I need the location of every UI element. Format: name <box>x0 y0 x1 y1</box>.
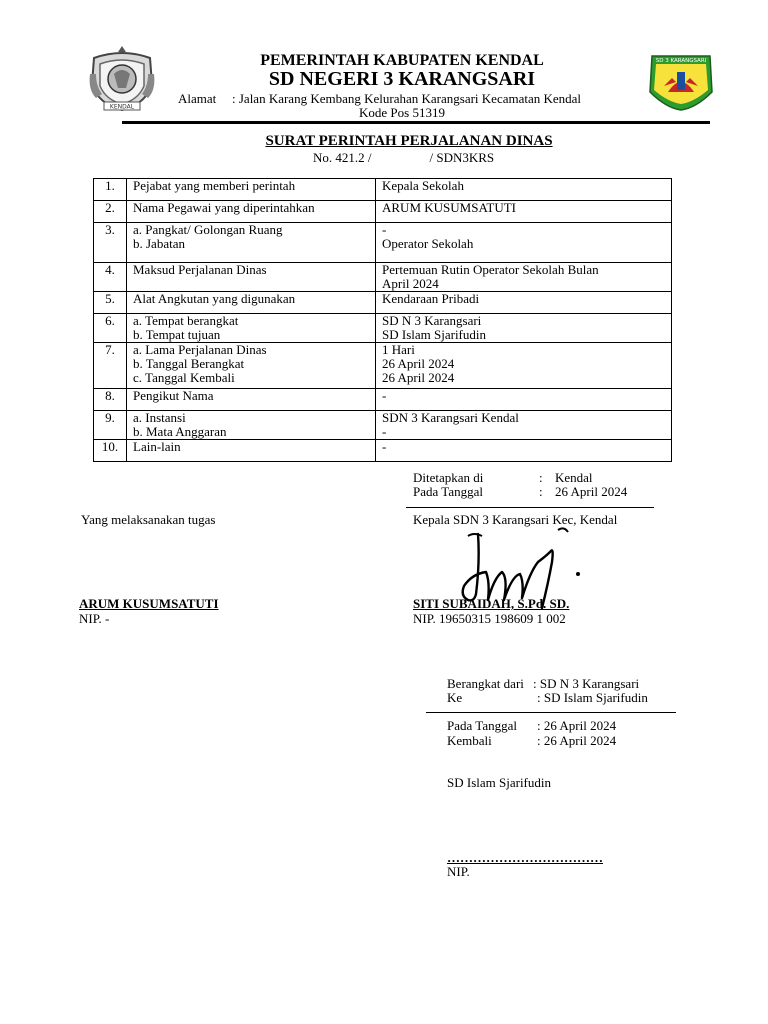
issued-divider <box>406 507 654 508</box>
destination-row <box>447 690 648 705</box>
row-label: a. Instansi <box>133 410 186 425</box>
executor-heading: Yang melaksanakan tugas <box>81 512 216 527</box>
row-label-cell <box>127 201 376 223</box>
row-label: a. Pangkat/ Golongan Ruang <box>133 222 283 237</box>
issued-date-label: Pada Tanggal <box>413 484 483 499</box>
depart-row <box>447 676 639 691</box>
letterhead-divider <box>122 121 710 124</box>
row-value-cell <box>376 263 672 292</box>
destination-school: SD Islam Sjarifudin <box>447 775 551 790</box>
row-label-cell <box>127 411 376 440</box>
row-label-cell <box>127 440 376 462</box>
row-label: b. Tanggal Berangkat <box>133 356 245 371</box>
row-value: Kepala Sekolah <box>382 178 464 193</box>
issued-place-colon: : <box>539 470 543 485</box>
row-value: - <box>382 222 387 237</box>
table-row <box>94 343 672 389</box>
destination-label: Ke <box>447 690 463 705</box>
row-value: - <box>382 424 387 439</box>
head-name: SITI SUBAIDAH, S.Pd. SD. <box>413 596 570 611</box>
number-prefix: No. 421.2 / <box>313 150 372 165</box>
row-label: Alat Angkutan yang digunakan <box>133 291 296 306</box>
return-value: : 26 April 2024 <box>537 733 617 748</box>
row-value: SD Islam Sjarifudin <box>382 327 486 342</box>
issued-place <box>413 470 593 485</box>
row-number: 9. <box>94 411 127 440</box>
row-label: b. Mata Anggaran <box>133 424 227 439</box>
row-value: Operator Sekolah <box>382 236 474 251</box>
svg-text:SD 3 KARANGSARI: SD 3 KARANGSARI <box>655 58 707 64</box>
signature-line: ……………………………… <box>447 850 603 865</box>
table-row <box>94 179 672 201</box>
row-value: 26 April 2024 <box>382 370 455 385</box>
destination-nip: NIP. <box>447 864 470 879</box>
row-value-cell <box>376 201 672 223</box>
row-number: 5. <box>94 292 127 314</box>
table-row <box>94 201 672 223</box>
table-row <box>94 411 672 440</box>
executor-nip: NIP. - <box>79 611 110 626</box>
school-name: SD NEGERI 3 KARANGSARI <box>268 68 536 90</box>
row-number: 1. <box>94 179 127 201</box>
document-title: SURAT PERINTAH PERJALANAN DINAS <box>265 133 553 149</box>
row-number: 3. <box>94 223 127 263</box>
row-value: SD N 3 Karangsari <box>382 313 482 328</box>
return-label: Kembali <box>447 733 492 748</box>
row-value: Kendaraan Pribadi <box>382 291 480 306</box>
row-label-cell <box>127 179 376 201</box>
number-suffix: / SDN3KRS <box>429 150 495 165</box>
row-value-cell <box>376 440 672 462</box>
table-row <box>94 389 672 411</box>
issued-date-value: 26 April 2024 <box>555 484 628 499</box>
row-number: 2. <box>94 201 127 223</box>
postal-code: Kode Pos 51319 <box>359 105 445 120</box>
row-number: 6. <box>94 314 127 343</box>
row-number: 4. <box>94 263 127 292</box>
depart-label: Berangkat dari <box>447 676 524 691</box>
address-label: Alamat <box>178 91 217 106</box>
row-label: b. Jabatan <box>133 236 185 251</box>
row-value-cell <box>376 343 672 389</box>
row-value-cell <box>376 411 672 440</box>
table-row <box>94 440 672 462</box>
travel-date-value: : 26 April 2024 <box>537 718 617 733</box>
head-nip: NIP. 19650315 198609 1 002 <box>413 611 566 626</box>
row-label-cell <box>127 389 376 411</box>
row-number: 10. <box>94 440 127 462</box>
row-label-cell <box>127 343 376 389</box>
row-value-cell <box>376 223 672 263</box>
row-label-cell <box>127 314 376 343</box>
row-label: Pejabat yang memberi perintah <box>133 178 296 193</box>
travel-order-table <box>93 178 672 462</box>
row-label-cell <box>127 223 376 263</box>
travel-divider <box>426 712 676 713</box>
svg-text:KENDAL: KENDAL <box>109 103 135 111</box>
table-row <box>94 314 672 343</box>
row-value: - <box>382 388 387 403</box>
row-label: Nama Pegawai yang diperintahkan <box>133 200 315 215</box>
issued-date <box>413 484 627 499</box>
school-logo <box>646 52 716 112</box>
row-label: Maksud Perjalanan Dinas <box>133 262 267 277</box>
row-number: 8. <box>94 389 127 411</box>
row-label: Lain-lain <box>133 439 181 454</box>
destination-value: : SD Islam Sjarifudin <box>537 690 648 705</box>
table-row <box>94 292 672 314</box>
row-value-cell <box>376 314 672 343</box>
head-heading: Kepala SDN 3 Karangsari Kec, Kendal <box>413 512 618 527</box>
document-number <box>313 150 494 166</box>
row-label: a. Tempat berangkat <box>133 313 239 328</box>
row-value-cell <box>376 389 672 411</box>
issued-place-label: Ditetapkan di <box>413 470 484 485</box>
row-number: 7. <box>94 343 127 389</box>
row-value: April 2024 <box>382 276 439 291</box>
row-value: Pertemuan Rutin Operator Sekolah Bulan <box>382 262 599 277</box>
row-label: a. Lama Perjalanan Dinas <box>133 342 267 357</box>
row-value: SDN 3 Karangsari Kendal <box>382 410 519 425</box>
row-value-cell <box>376 292 672 314</box>
row-value-cell <box>376 179 672 201</box>
return-row <box>447 733 616 748</box>
travel-date-row <box>447 718 616 733</box>
row-value: ARUM KUSUMSATUTI <box>382 200 516 215</box>
issued-place-value: Kendal <box>555 470 593 485</box>
row-value: 1 Hari <box>382 342 415 357</box>
address-text: : Jalan Karang Kembang Kelurahan Karangsari Kecamatan Kendal <box>232 91 582 106</box>
depart-value: : SD N 3 Karangsari <box>533 676 640 691</box>
row-label-cell <box>127 292 376 314</box>
row-value: 26 April 2024 <box>382 356 455 371</box>
executor-name: ARUM KUSUMSATUTI <box>79 596 219 611</box>
table-row <box>94 223 672 263</box>
row-label: b. Tempat tujuan <box>133 327 221 342</box>
travel-date-label: Pada Tanggal <box>447 718 517 733</box>
table-row <box>94 263 672 292</box>
row-label: Pengikut Nama <box>133 388 214 403</box>
row-value: - <box>382 439 387 454</box>
row-label: c. Tanggal Kembali <box>133 370 235 385</box>
row-label-cell <box>127 263 376 292</box>
issued-date-colon: : <box>539 484 543 499</box>
government-name: PEMERINTAH KABUPATEN KENDAL <box>260 52 544 69</box>
